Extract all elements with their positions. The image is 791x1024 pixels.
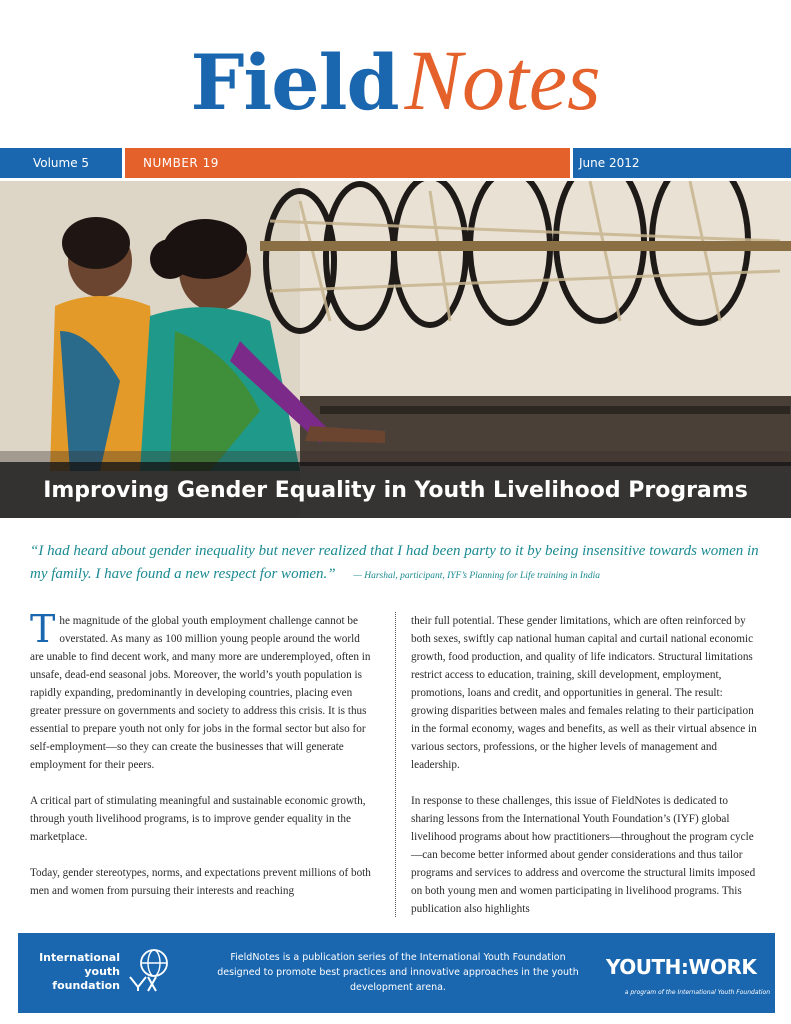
column-divider bbox=[395, 612, 396, 917]
body-paragraph: In response to these challenges, this issue of FieldNotes is dedicated to sharing lessons from the International Youth Foundation’s (IYF) global livelihood programs about how practitioners—throughout the program cycle—can become better informed about gender considerations and thus tailor programs and services to address and overcome the structural limits imposed on both young men and women participating in livelihood programs. This publication also highlights bbox=[411, 795, 756, 915]
body-paragraph: their full potential. These gender limitations, which are often reinforced by both sexes, swiftly cap national human capital and curtail national economic growth, food production, and quality of life indicators. Structural limitations restrict access to education, training, skill development, employment, promotions, loans and credit, and opportunities in general. The result: growing disparities between males and females relating to their participation in the formal economy, wages and benefits, as well as their virtual absence in various sectors, professions, or the higher levels of management and leadership. bbox=[411, 615, 757, 771]
youthwork-tagline: a program of the International Youth Foundation bbox=[624, 989, 770, 996]
masthead-field: Field bbox=[190, 38, 399, 127]
body-column-left bbox=[30, 607, 376, 918]
body-paragraph: A critical part of stimulating meaningful and sustainable economic growth, through youth livelihood programs, is to improve gender equality in the marketplace. bbox=[30, 795, 366, 843]
footer-blurb: FieldNotes is a publication series of the International Youth Foundation designed to promote best practices and innovative approaches in the youth development arena. bbox=[217, 952, 579, 993]
issue-number: NUMBER 19 bbox=[125, 148, 570, 178]
youthwork-logo: YOUTH:WORK bbox=[606, 955, 757, 979]
issue-date: June 2012 bbox=[573, 148, 791, 178]
masthead-notes: Notes bbox=[404, 32, 601, 128]
pull-quote-text: “I had heard about gender inequality but never realized that I had been party to it by being insensitive towards women in my family. I have found a new respect for women.” bbox=[30, 543, 759, 582]
issue-bar bbox=[0, 148, 791, 178]
pull-quote bbox=[30, 540, 765, 588]
body-paragraph: The magnitude of the global youth employment challenge cannot be overstated. As many as 100 million young people around the world are unable to find decent work, and many more are underemployed, often in unsafe, dead-end seasonal jobs. Moreover, the world’s youth population is rapidly expanding, predominantly in developing countries, placing even greater pressure on governments and society to address this crisis. It is thus essential to prepare youth not only for jobs in the formal sector but also for self-employment—so they can create the businesses that will generate employment for their peers. bbox=[30, 607, 371, 771]
body-column-right bbox=[411, 612, 761, 936]
masthead bbox=[0, 30, 791, 140]
body-paragraph: Today, gender stereotypes, norms, and expectations prevent millions of both men and women from pursuing their interests and reaching bbox=[30, 867, 371, 897]
footer-banner bbox=[18, 933, 775, 1013]
issue-volume: Volume 5 bbox=[0, 148, 122, 178]
pull-quote-attribution: — Harshal, participant, IYF’s Planning for Life training in India bbox=[353, 571, 600, 581]
drop-cap: T bbox=[30, 607, 56, 651]
globe-icon bbox=[126, 947, 172, 993]
hero-headline: Improving Gender Equality in Youth Livelihood Programs bbox=[0, 462, 791, 518]
iyf-logo-text: International youth foundation bbox=[39, 951, 120, 992]
hero-photo bbox=[0, 181, 791, 518]
